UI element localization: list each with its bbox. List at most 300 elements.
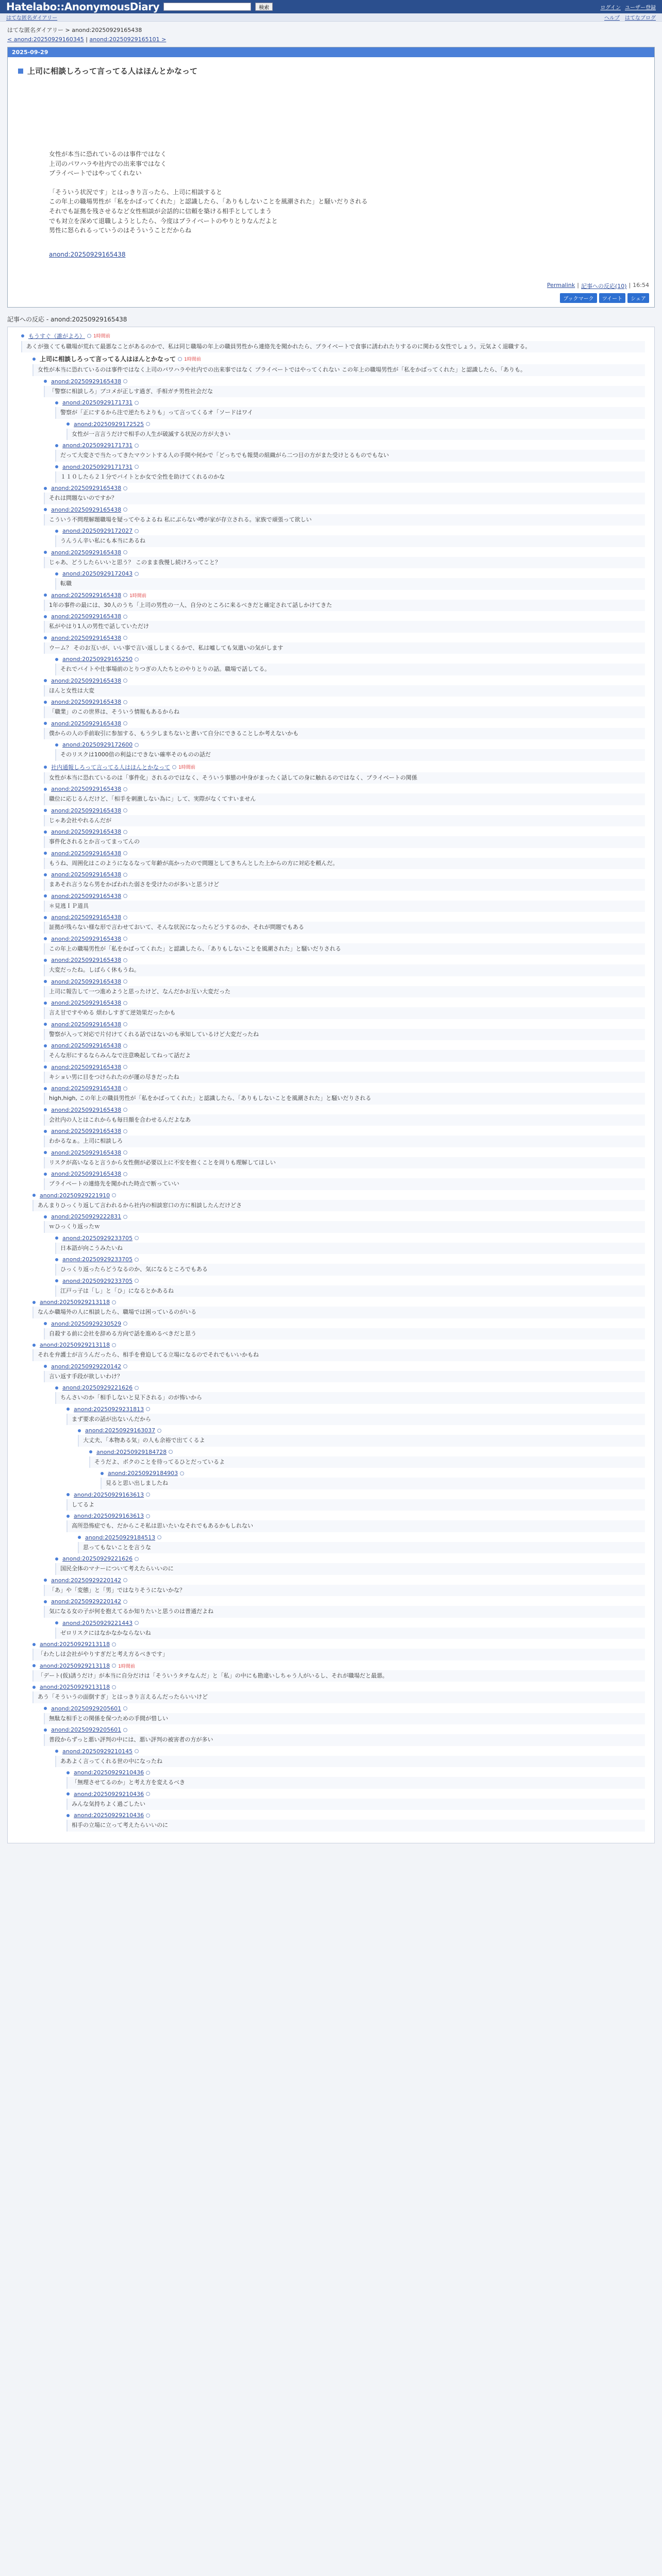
comment-age-badge: 1時間前 (93, 334, 110, 340)
comment-header (44, 720, 645, 727)
comment (44, 1042, 645, 1062)
comment-text: 僕からの人の手前取引に参加する、もう少しまちないと書いて自分にできることしか考えないかも (44, 728, 645, 740)
comment-author-link[interactable]: anond:20250929165438 (51, 1021, 122, 1028)
comment-author-link[interactable]: anond:20250929172600 (62, 741, 133, 749)
comment-text: 私がやはり1人の男性で話していただけ (44, 621, 645, 633)
comment-header (44, 1577, 645, 1584)
comment-author-link[interactable]: anond:20250929165438 (51, 1063, 122, 1071)
comment-text: 大丈夫、「本物ある気」の人も余裕で出てくるよ (78, 1435, 645, 1447)
bookmark-button[interactable]: ブックマーク (560, 293, 597, 303)
bookmark-count-icon[interactable] (123, 1600, 127, 1604)
comment-text: 女性が本当に恐れているのは「事件化」されるのではなく、そういう事態の中身がまったく話しての身に触れるのではなく、プライベートの関係 (44, 772, 645, 784)
thread-node-icon (67, 1515, 70, 1518)
comment (55, 1384, 645, 1404)
comment (44, 1021, 645, 1041)
bookmark-count-icon[interactable] (123, 1364, 127, 1368)
comment (44, 506, 645, 526)
comment-header (55, 741, 645, 748)
bookmark-count-icon[interactable] (123, 636, 127, 640)
comment-author-link[interactable]: anond:20250929165438 (51, 378, 122, 385)
comment-author-link[interactable]: anond:20250929213118 (40, 1684, 110, 1691)
title-marker-icon (18, 69, 23, 74)
comment-author-link[interactable]: anond:20250929210436 (74, 1812, 144, 1819)
comment-author-link[interactable]: anond:20250929221626 (62, 1384, 133, 1392)
site-logo[interactable]: Hatelabo::AnonymousDiary (6, 1, 160, 13)
comment-author-link[interactable]: anond:20250929165438 (51, 506, 122, 513)
comment-author-link[interactable]: anond:20250929163037 (85, 1427, 156, 1434)
comment (55, 399, 645, 419)
comment-author-link[interactable]: anond:20250929165438 (51, 720, 122, 727)
comment-header (44, 763, 645, 771)
bookmark-count-icon[interactable] (123, 507, 127, 512)
comment-text: 「あ」や「変態」と「男」ではなりそうにないかな？ (44, 1585, 645, 1597)
comment-text: ああよく言ってくれる世の中になったね (55, 1756, 645, 1768)
bookmark-count-icon[interactable] (123, 1065, 127, 1069)
entry-line: プライベートではやってくれない (49, 170, 142, 177)
bookmark-count-icon[interactable] (146, 1493, 150, 1497)
comment-header (44, 1149, 645, 1156)
thread-node-icon (44, 788, 47, 791)
comment-author-link[interactable]: anond:20250929220142 (51, 1363, 122, 1370)
bookmark-count-icon[interactable] (146, 1792, 150, 1796)
thread-node-icon (44, 1707, 47, 1710)
bookmark-count-icon[interactable] (123, 851, 127, 855)
comment-header (44, 1107, 645, 1113)
bookmark-count-icon[interactable] (123, 1129, 127, 1133)
comment (44, 763, 645, 784)
comment-text: 大変だったね。しばらく休もうね。 (44, 964, 645, 976)
comment-author-link[interactable]: anond:20250929163613 (74, 1491, 144, 1498)
search-button[interactable]: 検索 (255, 3, 273, 11)
comment-author-link[interactable]: anond:20250929172525 (74, 420, 144, 428)
bookmark-count-icon[interactable] (123, 1578, 127, 1582)
comment-author-link[interactable]: anond:20250929165438 (51, 786, 122, 793)
comment-header (44, 677, 645, 684)
facebook-share-button[interactable]: シェア (627, 293, 649, 303)
bookmark-count-icon[interactable] (112, 1642, 116, 1647)
comment (44, 1705, 645, 1725)
comment-author-link[interactable]: anond:20250929165438 (51, 677, 122, 684)
thread-node-icon (55, 1279, 58, 1282)
comment-author-link[interactable]: anond:20250929165438 (51, 807, 122, 814)
thread-node-icon (44, 1023, 47, 1026)
comment-author-link[interactable]: anond:20250929171731 (62, 442, 133, 449)
comment-text: 1年の事件の最には、30人のうち「上司の男性の一人、自分のところに来るべきだと確定されて話しかけてきた (44, 600, 645, 612)
bookmark-count-icon[interactable] (135, 743, 139, 747)
bookmark-count-icon[interactable] (123, 1001, 127, 1005)
comment-header (67, 1791, 645, 1798)
bookmark-count-icon[interactable] (112, 1343, 116, 1347)
comment-header (55, 464, 645, 470)
comment-text: そんな形にするならみんなで注意喚起してねって話だよ (44, 1050, 645, 1062)
comment-header (55, 1384, 645, 1391)
comment-text: 「わたしは会社がやりすぎだと考え方るべきです」 (32, 1649, 645, 1660)
comment-text: あう「そういうの面倒すぎ」とはっきり言えるんだったらいいけど (32, 1691, 645, 1703)
bookmark-count-icon[interactable] (123, 379, 127, 383)
comment-author-link[interactable]: anond:20250929165438 (51, 850, 122, 857)
comment-text: リスクが高いなると言うから女性側が必要以上に不安を抱くことを周りも理解してほしい (44, 1157, 645, 1169)
comment-author-link[interactable]: anond:20250929213118 (40, 1299, 110, 1306)
comment-text: 女性が本当に恐れているのは事件ではなく上司のパワハラや社内での出来事ではなく プライベートではやってくれない この年上の職場男性が「私をかばってくれた」と認識したら、「ありも。 (32, 364, 645, 376)
comment-author-link[interactable]: anond:20250929205601 (51, 1726, 122, 1734)
comment-text: 相手の立場に立って考えたらいいのに (67, 1820, 645, 1832)
next-entry-link[interactable]: anond:20250929165101 > (89, 36, 167, 43)
comment-header (44, 1085, 645, 1092)
bookmark-count-icon[interactable] (123, 1108, 127, 1112)
thread-node-icon (44, 594, 47, 597)
bookmark-count-icon[interactable] (123, 1706, 127, 1710)
bookmark-count-icon[interactable] (135, 1386, 139, 1390)
home-link[interactable]: はてな匿名ダイアリー (6, 15, 58, 21)
comment-text: キショい男に目をつけられたのが運の尽きだったね (44, 1072, 645, 1083)
comment-header (44, 893, 645, 900)
bookmark-count-icon[interactable] (123, 550, 127, 554)
comment (78, 1534, 645, 1554)
comment-header (44, 1171, 645, 1177)
comment-author-link[interactable]: anond:20250929165250 (62, 656, 133, 663)
bookmark-count-icon[interactable] (123, 1022, 127, 1026)
comment-author-link[interactable]: anond:20250929165438 (51, 914, 122, 921)
comment-author-link[interactable]: anond:20250929165438 (51, 1128, 122, 1135)
bookmark-count-icon[interactable] (135, 1557, 139, 1561)
thread-node-icon (55, 1386, 58, 1389)
comment-author-link[interactable]: anond:20250929184903 (108, 1470, 178, 1477)
comment-author-link[interactable]: anond:20250929210436 (74, 1790, 144, 1798)
bookmark-count-icon[interactable] (123, 787, 127, 791)
bookmark-count-icon[interactable] (123, 830, 127, 834)
comment-author-link[interactable]: anond:20250929165438 (51, 1106, 122, 1113)
comment-header (21, 332, 645, 340)
entry-line: 「そういう状況です」とはっきり言ったら、上司に相談すると (49, 188, 223, 196)
comment-header (44, 1726, 645, 1733)
comment-author-link[interactable]: もうすぐ（誰がよろ） (28, 332, 85, 340)
bookmark-count-icon[interactable] (123, 486, 127, 490)
prev-entry-link[interactable]: < anond:20250929160345 (7, 36, 84, 43)
comment-author-link[interactable]: anond:20250929221443 (62, 1619, 133, 1626)
bookmark-count-icon[interactable] (112, 1664, 116, 1668)
comment-author-link[interactable]: anond:20250929220142 (51, 1577, 122, 1584)
comment-author-link[interactable]: anond:20250929184513 (85, 1534, 156, 1541)
thread-node-icon (67, 1814, 70, 1817)
thread-node-icon (55, 1557, 58, 1561)
comment-author-link[interactable]: anond:20250929165438 (51, 871, 122, 878)
bookmark-count-icon[interactable] (123, 721, 127, 725)
thread-node-icon (32, 1301, 36, 1304)
tweet-button[interactable]: ツイート (599, 293, 626, 303)
bookmark-count-icon[interactable] (135, 1279, 139, 1283)
comment-author-link[interactable]: anond:20250929165438 (51, 828, 122, 836)
breadcrumb-text: はてな匿名ダイアリー > anond:20250929165438 (7, 27, 142, 33)
bookmark-count-icon[interactable] (123, 1215, 127, 1219)
comment-author-link[interactable]: anond:20250929210145 (62, 1748, 133, 1755)
comment (44, 871, 645, 891)
entry-time: 16:54 (633, 281, 649, 289)
comment (44, 957, 645, 976)
comment-text: 「職業」のこの世界は、そういう情報もあるからね (44, 706, 645, 718)
comment (44, 1107, 645, 1126)
bookmark-count-icon[interactable] (135, 465, 139, 469)
comment (55, 1555, 645, 1575)
comment-author-link[interactable]: anond:20250929221910 (40, 1192, 110, 1199)
bookmark-count-icon[interactable] (123, 1044, 127, 1048)
thread-node-icon (44, 1065, 47, 1069)
comment-header (55, 1555, 645, 1562)
comment (44, 699, 645, 718)
comment-header (44, 957, 645, 963)
comment-text: high,high, この年上の職員男性が「私をかばってくれた」と認識したら、「ありもしないことを風潮された」と騒いだりされる (44, 1093, 645, 1105)
entry-date: 2025-09-29 (8, 47, 654, 57)
thread-node-icon (32, 1643, 36, 1646)
bookmark-count-icon[interactable] (123, 679, 127, 683)
bookmark-count-icon[interactable] (87, 334, 91, 338)
comment (44, 1577, 645, 1597)
comment-header (55, 656, 645, 663)
bookmark-count-icon[interactable] (135, 572, 139, 576)
comment-author-link[interactable]: anond:20250929233705 (62, 1256, 133, 1263)
bookmark-count-icon[interactable] (135, 444, 139, 448)
comment-author-link[interactable]: anond:20250929221626 (62, 1555, 133, 1563)
blog-link[interactable]: はてなブログ (625, 15, 656, 21)
comment-thread (7, 327, 655, 1843)
comment-author-link[interactable]: anond:20250929210436 (74, 1769, 144, 1776)
bookmark-count-icon[interactable] (135, 1749, 139, 1753)
thread-node-icon (78, 1536, 81, 1539)
bookmark-count-icon[interactable] (123, 700, 127, 704)
comment-text: ウーム？ そのお互いが、いい事で言い返ししまくるかで、私は嘘しても気遣いの気がします (44, 642, 645, 654)
thread-node-icon (44, 980, 47, 983)
comment-header (44, 807, 645, 814)
comment-author-link[interactable]: anond:20250929165438 (51, 634, 122, 641)
comment-author-link[interactable]: anond:20250929165438 (51, 485, 122, 492)
comment (32, 1192, 645, 1212)
comment-author-link[interactable]: anond:20250929213118 (40, 1342, 110, 1349)
thread-node-icon (44, 1044, 47, 1047)
comment-header (32, 1684, 645, 1690)
comment-author-link[interactable]: anond:20250929165438 (51, 613, 122, 620)
bookmark-count-icon[interactable] (135, 1258, 139, 1262)
bookmark-count-icon[interactable] (135, 657, 139, 662)
thread-node-icon (44, 894, 47, 897)
entry-author-link[interactable]: anond:20250929165438 (49, 250, 126, 258)
thread-node-icon (55, 1621, 58, 1624)
thread-node-icon (67, 1771, 70, 1774)
comment-text: ゼロリスクにはなかなかならないね (55, 1628, 645, 1639)
comment-header (55, 528, 645, 534)
comment-author-link[interactable]: 上司に相談しろって言ってる人はほんとかなって (40, 355, 176, 363)
comment-author-link[interactable]: anond:20250929165438 (51, 699, 122, 706)
comment-text: 「無理させてるのか」と考え方を変えるべき (67, 1777, 645, 1789)
comment-author-link[interactable]: anond:20250929165438 (51, 999, 122, 1007)
bookmark-count-icon[interactable] (135, 529, 139, 533)
bookmark-count-icon[interactable] (123, 615, 127, 619)
comment-text: 上司に報告して一つ進めようと思ったけど、なんだかお互い大変だった (44, 986, 645, 998)
bookmark-count-icon[interactable] (135, 1236, 139, 1240)
comment-author-link[interactable]: anond:20250929184728 (96, 1448, 167, 1455)
thread-node-icon (44, 873, 47, 876)
comment-header (67, 1406, 645, 1413)
comment-author-link[interactable]: anond:20250929165438 (51, 1171, 122, 1178)
search-input[interactable] (163, 3, 251, 11)
comment-header (44, 936, 645, 942)
comment (44, 1064, 645, 1083)
login-link[interactable]: ログイン (600, 5, 621, 11)
bookmark-count-icon[interactable] (146, 1771, 150, 1775)
entry-line: 女性が本当に恐れているのは事件ではなく (49, 150, 167, 158)
comment-text: １１０したら２１分でバイトとか女で全性を助けてくれるのかな (55, 471, 645, 483)
comment-author-link[interactable]: anond:20250929205601 (51, 1705, 122, 1712)
thread-node-icon (44, 959, 47, 962)
comment-text: してるよ (67, 1499, 645, 1511)
thread-node-icon (44, 636, 47, 639)
bookmark-count-icon[interactable] (123, 979, 127, 984)
bookmark-count-icon[interactable] (123, 1150, 127, 1155)
comment-header (55, 1748, 645, 1755)
comment-author-link[interactable]: anond:20250929165438 (51, 892, 122, 900)
sub-bar (0, 13, 662, 22)
comment-text: 国民全体のマナーについて考えたらいいのに (55, 1563, 645, 1575)
prev-next-nav: < anond:20250929160345 | anond:20250929165101 > (7, 36, 167, 43)
comment-header (89, 1449, 645, 1455)
bookmark-count-icon[interactable] (172, 765, 176, 769)
bookmark-count-icon[interactable] (135, 1621, 139, 1625)
comment (55, 1235, 645, 1255)
comments-link[interactable]: 記事への反応(10) (581, 282, 627, 290)
bookmark-count-icon[interactable] (180, 1471, 184, 1476)
comment-text: ｗひっくり返ったｗ (44, 1221, 645, 1233)
help-link[interactable]: ヘルプ (604, 15, 620, 21)
thread-node-icon (44, 679, 47, 682)
bookmark-count-icon[interactable] (123, 916, 127, 920)
comment-text: こういう不問理解題職場を疑ってやるよるね 私にぶらない噂が家が存立される。家族で頑張って欲しい (44, 514, 645, 526)
comment-author-link[interactable]: anond:20250929222831 (51, 1213, 122, 1221)
comment (44, 1320, 645, 1340)
thread-node-icon (44, 487, 47, 490)
comment-author-link[interactable]: anond:20250929163613 (74, 1513, 144, 1520)
comment-author-link[interactable]: anond:20250929165438 (51, 1085, 122, 1092)
comment-author-link[interactable]: anond:20250929165438 (51, 591, 122, 599)
bookmark-count-icon[interactable] (123, 808, 127, 812)
thread-node-icon (44, 1108, 47, 1111)
thread-node-icon (44, 701, 47, 704)
bookmark-count-icon[interactable] (123, 894, 127, 898)
comment-header (55, 1256, 645, 1263)
bookmark-count-icon[interactable] (123, 593, 127, 597)
comment-author-link[interactable]: anond:20250929213118 (40, 1641, 110, 1648)
bookmark-count-icon[interactable] (123, 1728, 127, 1732)
thread-node-icon (44, 380, 47, 383)
comment-text: 証拠が残らない様な形で言わせておいて、そんな状況になったらどうするのか、それが問題でもある (44, 922, 645, 934)
entry-line: 男性に怒られるっていうのはそういうことだからね (49, 227, 192, 234)
comment-author-link[interactable]: anond:20250929213118 (40, 1662, 110, 1669)
comment-header (44, 1042, 645, 1049)
comment-text: そのリスクは1000倍の利益にできない確率そのものの話だ (55, 749, 645, 761)
comment-header (44, 613, 645, 620)
bookmark-count-icon[interactable] (123, 1321, 127, 1326)
signup-link[interactable]: ユーザー登録 (625, 5, 656, 11)
entry-line: それでも証拠を残させるなど女性相談が会話的に信頼を築ける相手としてしまう (49, 207, 272, 215)
comment-header (44, 1213, 645, 1220)
comment-header (32, 1342, 645, 1348)
bookmark-count-icon[interactable] (157, 1535, 161, 1539)
comment-text: みんな気持ちよく過ごしたい (67, 1799, 645, 1810)
comment-author-link[interactable]: anond:20250929171731 (62, 463, 133, 470)
comment-author-link[interactable]: anond:20250929165438 (51, 1149, 122, 1156)
thread-node-icon (44, 916, 47, 919)
comment (44, 893, 645, 912)
comment-author-link[interactable]: 社内通報しろって言ってる人はほんとかなって (51, 764, 170, 771)
bookmark-count-icon[interactable] (112, 1685, 116, 1689)
bookmark-count-icon[interactable] (135, 401, 139, 405)
comment-author-link[interactable]: anond:20250929172043 (62, 570, 133, 578)
comment-text: それは問題ないのですか？ (44, 493, 645, 504)
comment-header (44, 699, 645, 705)
comment (55, 741, 645, 761)
bookmark-count-icon[interactable] (112, 1193, 116, 1197)
comment-author-link[interactable]: anond:20250929165438 (51, 549, 122, 556)
comment-author-link[interactable]: anond:20250929165438 (51, 935, 122, 942)
bookmark-count-icon[interactable] (169, 1450, 173, 1454)
bookmark-count-icon[interactable] (146, 1514, 150, 1518)
thread-node-icon (67, 1408, 70, 1411)
comment (44, 1171, 645, 1190)
comment (55, 1620, 645, 1639)
comment-author-link[interactable]: anond:20250929171731 (62, 399, 133, 406)
comment-text: 転職 (55, 578, 645, 590)
comment-author-link[interactable]: anond:20250929165438 (51, 957, 122, 964)
comment-text: 会社内の人とはこれからも毎日顔を合わせるんだよなあ (44, 1114, 645, 1126)
bookmark-count-icon[interactable] (178, 357, 182, 361)
comment-text: 気になる女の子が何を抱えてるか知りたいと思うのは普通だよね (44, 1606, 645, 1618)
bookmark-count-icon[interactable] (123, 1087, 127, 1091)
thread-heading: 記事への反応 - anond:20250929165438 (7, 315, 127, 323)
comment-header (78, 1427, 645, 1434)
thread-node-icon (55, 743, 58, 747)
comment-header (32, 1663, 645, 1669)
comment-author-link[interactable]: anond:20250929165438 (51, 978, 122, 985)
comment-text: それを弁護士が言うんだったら、相手を脅迫してる立場になるのでそれでもいいかもね (32, 1349, 645, 1361)
bookmark-count-icon[interactable] (146, 1407, 150, 1411)
bookmark-count-icon[interactable] (123, 873, 127, 877)
bookmark-count-icon[interactable] (123, 937, 127, 941)
comment-header (44, 871, 645, 878)
comment-text: あんまりひっくり返して言われるから社内の相談窓口の方に相談したんだけどさ (32, 1200, 645, 1212)
thread-node-icon (44, 766, 47, 769)
bookmark-count-icon[interactable] (123, 958, 127, 962)
bookmark-count-icon[interactable] (123, 1172, 127, 1176)
bookmark-count-icon[interactable] (146, 422, 150, 426)
permalink-link[interactable]: Permalink (547, 281, 575, 289)
comment-text: 女性が一言言うだけで相手の人生が破滅する状況の方が大きい (67, 429, 645, 440)
bookmark-count-icon[interactable] (112, 1300, 116, 1304)
comment-author-link[interactable]: anond:20250929165438 (51, 1042, 122, 1049)
thread-node-icon (67, 1493, 70, 1496)
bookmark-count-icon[interactable] (157, 1429, 161, 1433)
bookmark-count-icon[interactable] (146, 1814, 150, 1818)
comment-author-link[interactable]: anond:20250929230529 (51, 1320, 122, 1327)
comment-author-link[interactable]: anond:20250929233705 (62, 1234, 133, 1242)
comment (55, 1278, 645, 1297)
comment-author-link[interactable]: anond:20250929172027 (62, 528, 133, 535)
thread-node-icon (32, 1664, 36, 1667)
comment-author-link[interactable]: anond:20250929220142 (51, 1598, 122, 1605)
breadcrumb (0, 22, 662, 36)
thread-node-icon (32, 1344, 36, 1347)
comment-author-link[interactable]: anond:20250929231813 (74, 1405, 144, 1413)
entry-footer: Permalink | 記事への反応(10) | 16:54 (547, 281, 649, 290)
comment-author-link[interactable]: anond:20250929233705 (62, 1277, 133, 1284)
comment-header (44, 1598, 645, 1605)
comment-header (55, 399, 645, 406)
